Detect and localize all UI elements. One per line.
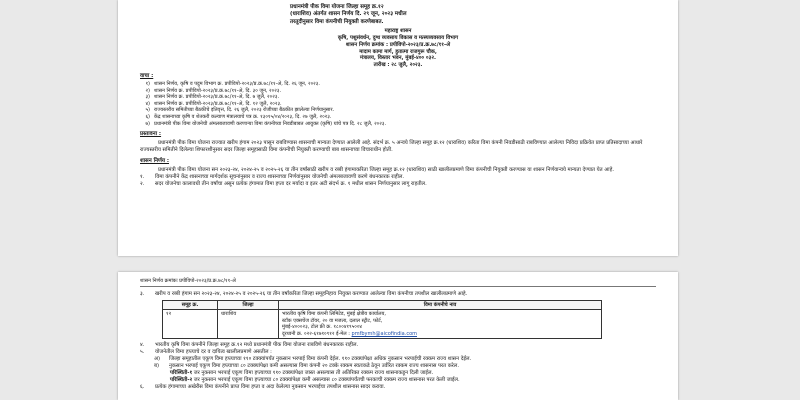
contact-prefix: दूरध्वनी क्र. ०२२-६१७१०९१२ ई-मेल :: [282, 330, 352, 337]
table-row: [163, 310, 602, 339]
reference-item: ४) शासन निर्णय क्र. प्रपीविपो-२०२३/प्र.क्र.७८/११-अे, दि. १२ जुलै, २०२३.: [145, 100, 282, 107]
subject-line-1: प्रधानमंत्री पीक विमा योजना जिल्हा समूह क्र.१२: [290, 4, 384, 10]
decision-text: प्रधानमंत्री पीक विमा योजना सन २०२३-२४, २०२४-२५ व २०२५-२६ या तीन वर्षांसाठी खरीप व रब्बी हंगामाकरिता जिल्हा समूह क्र.१२ (धाराशिव) साठी खालीलप्रमाणे विमा कंपनीची नियुक्ती करण्यास या शासन निर्णयान्वये मान्यता देण्यात येत आहे.: [158, 167, 614, 174]
preamble-text: प्रधानमंत्री पीक विमा योजना राज्यात खरीप हंगाम २०२३ पासून राबविण्यास शासनाची मान्यता देण्यात आलेली आहे. संदर्भ क्र. ५ अन्वये जिल्हा समूह क्र.१२ (धाराशिव) करिता विमा कंपनी निवडीसाठी राबविण्यात आलेल्या निविदा प्रक्रियेत प्राप्त प्रतिसादाच्या आधारे राज्यस्तरीय समितीने दिलेल्या शिफारशीनुसार सदर जिल्हा समूहासाठी विमा कंपनीची नियुक्ती करण्याची बाब शासनाच्या विचाराधीन होती.: [140, 140, 643, 154]
col-company-header: विमा कंपनीचे नाव: [279, 301, 602, 310]
subject-line-3: तरतूदीनुसार विमा कंपनीची नियुक्ती करणेबाबत.: [290, 18, 384, 25]
company-line: भारतीय कृषि विमा कंपनी लिमिटेड, मुंबई क्षेत्रीय कार्यालय,: [282, 311, 386, 318]
document-page-2: [118, 272, 678, 400]
gr-number: शासन निर्णय क्रमांक : प्रपीविपो-२०२३/प्र.क्र.७८/११-अे: [345, 41, 451, 48]
gov-name: महाराष्ट्र शासन: [384, 28, 412, 35]
scenario-2-text: जर नुकसान भरपाई एकूण विमा हप्त्याच्या ८० टक्क्यांपेक्षा कमी असल्यास ८० टक्क्यांपर्यंतची फरकाची रक्कम राज्य शासनास परत केली जाईल.: [193, 377, 460, 384]
company-line: मुंबई-४०००२३, टोल फ्री क्र. १८००४१९५००४: [282, 324, 363, 331]
address-line-2: मंत्रालय, विस्तार भवन, मुंबई-४०० ०३२.: [360, 55, 436, 62]
cell-company: [279, 310, 602, 339]
scenario-2-label: परिस्थिती-२: [170, 377, 193, 384]
term-subpoint: ब) नुकसान भरपाई एकूण विमा हप्त्याच्या ८० टक्क्यांपेक्षा कमी असल्यास विमा कंपनी २० टक्के रक्कम स्वतःकडे ठेवून उर्वरित रक्कम राज्य शासनास परत करेल.: [154, 363, 459, 370]
term-point: ४. भारतीय कृषि विमा कंपनीने जिल्हा समूह क्र.१२ मध्ये प्रधानमंत्री पीक विमा योजना राबविणे बंधनकारक राहील.: [140, 342, 359, 349]
page-header: शासन निर्णय क्रमांकः प्रपीविपो-२०२३/प्र.क्र.७८/११-अे: [140, 278, 656, 287]
reference-item: ७) प्रधानमंत्री पीक विमा योजनेची अंमलबजावणी करणाऱ्या विमा कंपनीच्या निवडीबाबत आयुक्त (कृषि) यांचे पत्र दि. २८ जुलै, २०२३.: [145, 120, 387, 127]
cell-district: धाराशिव: [218, 310, 279, 339]
final-points: [140, 384, 656, 391]
subject-line-2: (धाराशिव) अंतर्गत शासन निर्णय दि. २९ जून, २०२३ मधील: [290, 11, 407, 18]
reference-item: ३) शासन निर्णय क्र. प्रपीविपो-२०२३/प्र.क्र.७८/११-अे, दि. ७ जुलै, २०२३.: [145, 94, 280, 101]
scenario-1-text: जर नुकसान भरपाई एकूण विमा हप्त्याच्या ११० टक्क्यांपेक्षा जास्त असल्यास ती अतिरिक्त रक्कम राज्य शासनाकडून दिली जाईल.: [193, 370, 434, 377]
reference-item: १) शासन निर्णय, कृषि व पदुम विभाग क्र. प्रपीविपो-२०२३/प्र.क्र.७८/११-अे, दि. २६ जून, २०२३.: [145, 81, 320, 87]
address-line-1: मादाम कामा मार्ग, हुतात्मा राजगुरू चौक,: [359, 48, 437, 55]
preamble-heading: प्रस्तावना :: [140, 131, 162, 138]
insurer-table: [162, 300, 602, 339]
term-subpoint: अ) जिल्हा समूहातील एकूण विमा हप्त्याच्या ११० टक्क्यांपर्यंत नुकसान भरपाई विमा कंपनी देईल. ११० टक्क्यांपेक्षा अधिक नुकसान भरपाईची रक्कम राज्य शासन देईल.: [154, 356, 472, 363]
decision-point: १. विमा कंपनीने केंद्र शासनाच्या मार्गदर्शक सूचनांनुसार व राज्य शासनाच्या निर्णयांनुसार योजनेची अंमलबजावणी करणे बंधनकारक राहील.: [140, 174, 405, 181]
reference-item: ६) केंद्र शासनाच्या कृषि व शेतकरी कल्याण मंत्रालयाचे पत्र क्र. १३०१५/०४/२०२३, दि. २७ जुलै, २०२३.: [145, 113, 332, 120]
references-list: [140, 81, 656, 127]
decision-point: २. सदर योजनेचा कालावधी तीन वर्षांचा असून प्रत्येक हंगामात विमा हप्ता दर मर्यादा व इतर अटी संदर्भ क्र. १ मधील शासन निर्णयानुसार लागू राहतील.: [140, 181, 427, 188]
reference-item: ५) राज्यस्तरीय समितीच्या बैठकीचे इतिवृत्त, दि. २६ जुलै, २०२३ रोजीच्या बैठकीत झालेल्या निर्णयानुसार.: [145, 107, 335, 114]
col-district-header: जिल्हा: [218, 301, 279, 310]
scenario-2: [140, 377, 656, 384]
gr-date: तारीख : २८ जुलै, २०२३.: [373, 62, 423, 69]
document-page-1: [118, 0, 678, 256]
dept-name: कृषि, पशुसंवर्धन, दुग्ध व्यवसाय विकास व मत्स्यव्यवसाय विभाग: [337, 35, 459, 42]
scenario-1-label: परिस्थिती-१: [170, 370, 193, 377]
reference-item: २) शासन निर्णय क्र. प्रपीविपो-२०२३/प्र.क्र.७८/११-अे, दि. ३० जून, २०२३.: [145, 87, 282, 94]
gr-subject: [290, 4, 616, 26]
references-heading: वाचा :: [140, 73, 154, 79]
term-point: ५. योजनेतील विमा हप्त्याचे दर व दायित्व खालीलप्रमाणे असतील :: [140, 349, 272, 356]
decision-points: [140, 174, 656, 188]
terms-list: [140, 342, 656, 370]
intro-point: ३. खरीप व रब्बी हंगाम सन २०२३-२४, २०२४-२५ व २०२५-२६ या तीन वर्षांकरिता जिल्हा समूहनिहाय नियुक्त करण्यात आलेल्या विमा कंपनीचा तपशील खालीलप्रमाणे आहे.: [140, 291, 468, 297]
department-address: [140, 28, 656, 69]
company-email-link[interactable]: pmfbymh@aicofindia.com: [351, 330, 417, 337]
decision-heading: शासन निर्णय :: [140, 158, 170, 165]
cell-group: १२: [163, 310, 218, 339]
scenario-1: [140, 370, 656, 377]
table-intro: [140, 291, 656, 298]
final-point: ६. प्रत्येक हंगामाच्या अखेरीस विमा कंपनीने प्राप्त विमा हप्ता व अदा केलेल्या नुकसान भरपाईचा तपशील शासनास सादर करावा.: [140, 384, 386, 391]
col-group-header: समूह क्र.: [163, 301, 218, 310]
company-line: स्टॉक एक्सचेंज टॉवर, २० वा मजला, दलाल स्ट्रीट, फोर्ट,: [282, 317, 383, 324]
company-contact: [282, 331, 598, 337]
